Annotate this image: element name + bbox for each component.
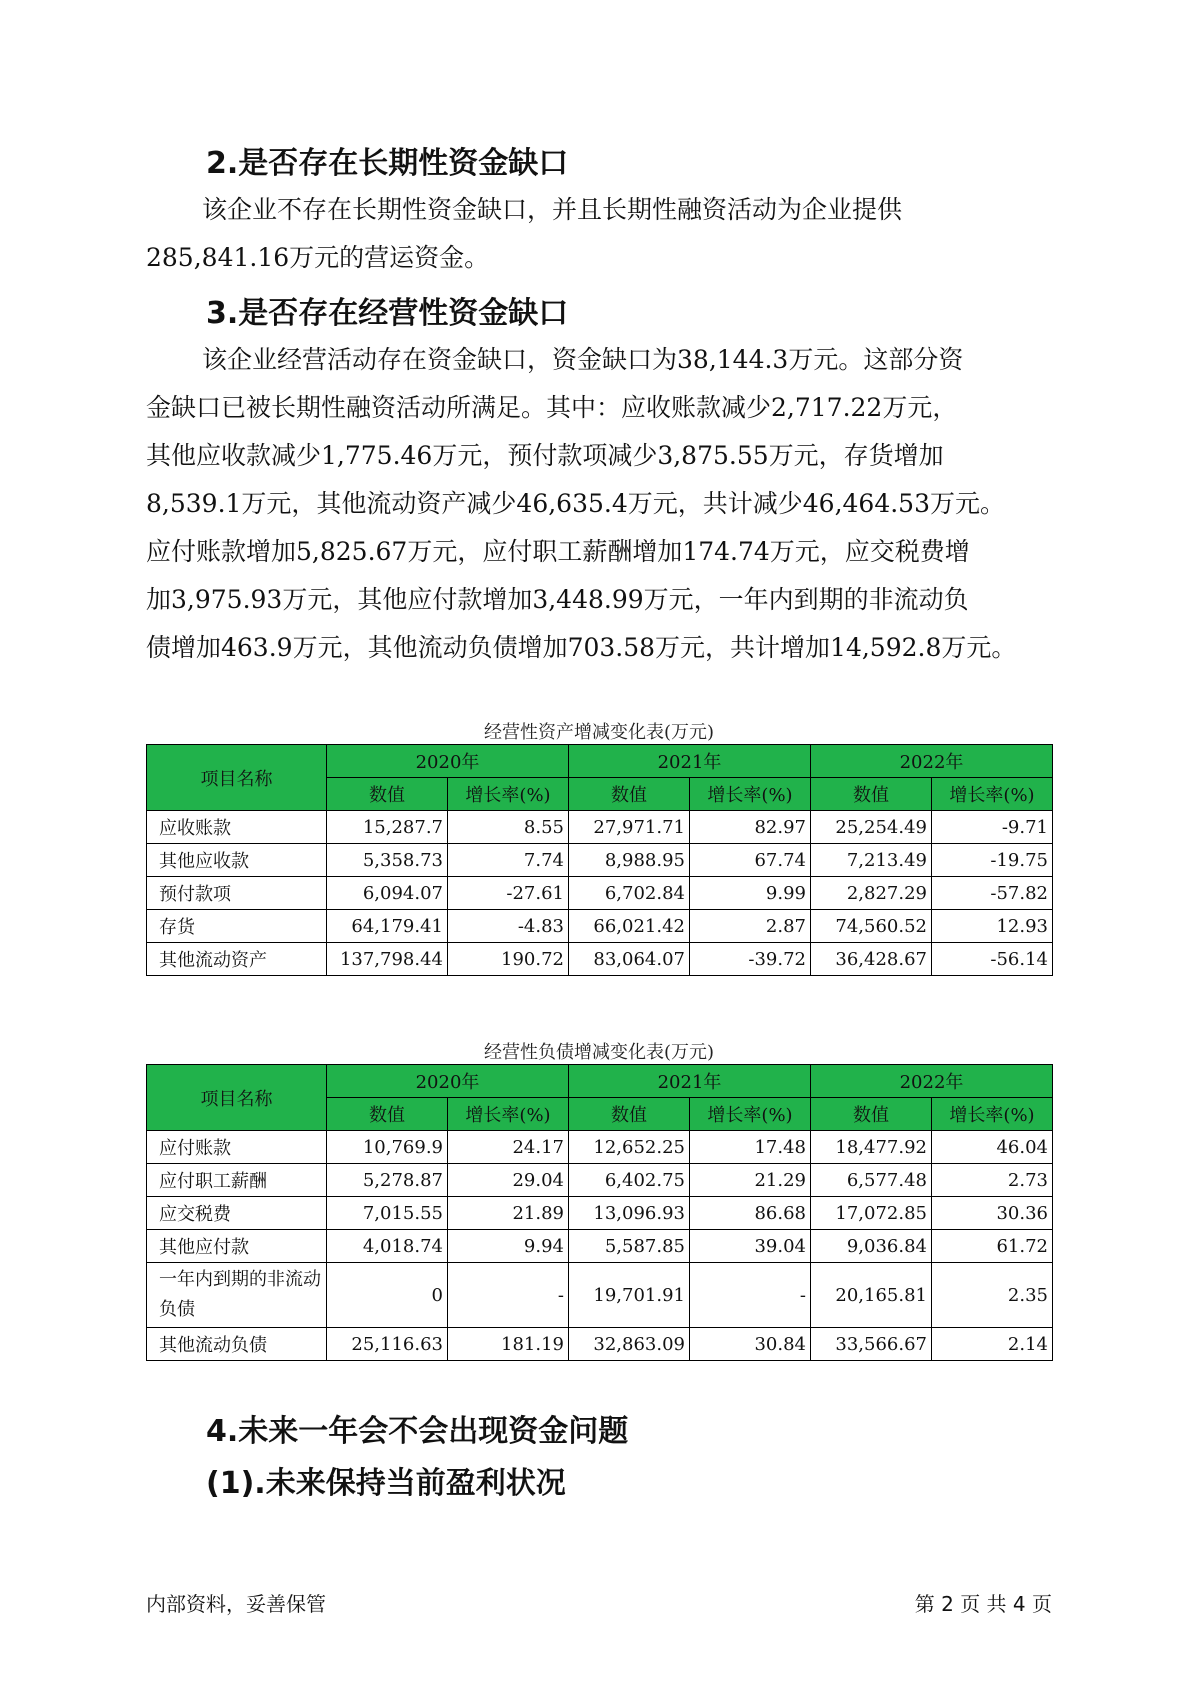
value-header: 数值: [569, 1098, 690, 1131]
growth-rate-cell: 24.17: [448, 1131, 569, 1164]
year-header: 2022年: [811, 745, 1053, 778]
growth-rate-cell: 9.94: [448, 1230, 569, 1263]
growth-rate-cell: -19.75: [932, 844, 1053, 877]
paragraph-line: 285,841.16万元的营运资金。: [146, 243, 490, 272]
item-name-header: 项目名称: [147, 745, 327, 811]
value-cell: 5,358.73: [327, 844, 448, 877]
table-row: [147, 1131, 1053, 1164]
year-header: 2022年: [811, 1065, 1053, 1098]
value-cell: 17,072.85: [811, 1197, 932, 1230]
row-item-name: 其他流动资产: [147, 943, 327, 976]
table-row: [147, 1164, 1053, 1197]
table2-caption: 经营性负债增减变化表(万元): [483, 1042, 715, 1063]
value-cell: 32,863.09: [569, 1328, 690, 1361]
row-item-name: 一年内到期的非流动负债: [147, 1263, 327, 1328]
table1-caption: 经营性资产增减变化表(万元): [483, 722, 715, 743]
growth-rate-cell: -56.14: [932, 943, 1053, 976]
paragraph-line: 加3,975.93万元，其他应付款增加3,448.99万元，一年内到期的非流动负: [146, 585, 969, 614]
table-row: [147, 877, 1053, 910]
growth-rate-cell: 190.72: [448, 943, 569, 976]
table-row: [147, 943, 1053, 976]
growth-rate-cell: 67.74: [690, 844, 811, 877]
value-cell: 25,116.63: [327, 1328, 448, 1361]
value-cell: 4,018.74: [327, 1230, 448, 1263]
growth-rate-cell: -39.72: [690, 943, 811, 976]
growth-rate-cell: -: [448, 1263, 569, 1328]
value-cell: 18,477.92: [811, 1131, 932, 1164]
value-cell: 5,278.87: [327, 1164, 448, 1197]
section2-paragraph: [146, 186, 1046, 282]
table-row: [147, 1197, 1053, 1230]
growth-rate-cell: 12.93: [932, 910, 1053, 943]
section4-heading: 4.未来一年会不会出现资金问题: [206, 1414, 629, 1449]
growth-rate-cell: 21.29: [690, 1164, 811, 1197]
row-item-name: 应交税费: [147, 1197, 327, 1230]
section4-subheading: (1).未来保持当前盈利状况: [206, 1466, 566, 1501]
table-row: [147, 1263, 1053, 1328]
row-item-name: 应收账款: [147, 811, 327, 844]
value-header: 数值: [327, 1098, 448, 1131]
row-item-name: 其他应收款: [147, 844, 327, 877]
value-cell: 64,179.41: [327, 910, 448, 943]
value-cell: 6,094.07: [327, 877, 448, 910]
growth-rate-cell: 82.97: [690, 811, 811, 844]
value-cell: 36,428.67: [811, 943, 932, 976]
value-cell: 137,798.44: [327, 943, 448, 976]
growth-rate-cell: 2.14: [932, 1328, 1053, 1361]
growth-rate-cell: 17.48: [690, 1131, 811, 1164]
value-cell: 13,096.93: [569, 1197, 690, 1230]
assets-table: [146, 744, 1053, 976]
row-item-name: 预付款项: [147, 877, 327, 910]
table-header-row: [147, 1065, 1053, 1098]
growth-header: 增长率(%): [448, 778, 569, 811]
growth-rate-cell: 46.04: [932, 1131, 1053, 1164]
growth-rate-cell: -4.83: [448, 910, 569, 943]
growth-rate-cell: 30.36: [932, 1197, 1053, 1230]
table-row: [147, 811, 1053, 844]
section2-heading: 2.是否存在长期性资金缺口: [206, 146, 569, 181]
paragraph-line: 应付账款增加5,825.67万元，应付职工薪酬增加174.74万元，应交税费增: [146, 537, 970, 566]
row-item-name: 其他应付款: [147, 1230, 327, 1263]
value-cell: 9,036.84: [811, 1230, 932, 1263]
value-cell: 20,165.81: [811, 1263, 932, 1328]
paragraph-line: 8,539.1万元，其他流动资产减少46,635.4万元，共计减少46,464.53万元。: [146, 489, 1005, 518]
section3-paragraph: [146, 336, 1046, 672]
growth-rate-cell: -9.71: [932, 811, 1053, 844]
growth-header: 增长率(%): [448, 1098, 569, 1131]
value-cell: 27,971.71: [569, 811, 690, 844]
growth-rate-cell: 7.74: [448, 844, 569, 877]
value-header: 数值: [569, 778, 690, 811]
growth-header: 增长率(%): [690, 1098, 811, 1131]
value-cell: 7,213.49: [811, 844, 932, 877]
table-row: [147, 910, 1053, 943]
growth-rate-cell: 8.55: [448, 811, 569, 844]
footer-page-number: 第 2 页 共 4 页: [914, 1592, 1052, 1616]
value-cell: 8,988.95: [569, 844, 690, 877]
table-row: [147, 844, 1053, 877]
year-header: 2020年: [327, 1065, 569, 1098]
paragraph-line: 该企业经营活动存在资金缺口，资金缺口为38,144.3万元。这部分资: [202, 345, 964, 374]
row-item-name: 存货: [147, 910, 327, 943]
value-cell: 0: [327, 1263, 448, 1328]
growth-header: 增长率(%): [932, 778, 1053, 811]
growth-rate-cell: 39.04: [690, 1230, 811, 1263]
value-cell: 74,560.52: [811, 910, 932, 943]
value-cell: 83,064.07: [569, 943, 690, 976]
paragraph-line: 该企业不存在长期性资金缺口，并且长期性融资活动为企业提供: [202, 195, 903, 224]
value-header: 数值: [811, 1098, 932, 1131]
footer-confidential: 内部资料，妥善保管: [146, 1592, 326, 1616]
growth-rate-cell: -57.82: [932, 877, 1053, 910]
paragraph-line: 金缺口已被长期性融资活动所满足。其中：应收账款减少2,717.22万元，: [146, 393, 958, 422]
growth-rate-cell: 181.19: [448, 1328, 569, 1361]
growth-rate-cell: 9.99: [690, 877, 811, 910]
year-header: 2021年: [569, 1065, 811, 1098]
growth-header: 增长率(%): [932, 1098, 1053, 1131]
row-item-name: 应付账款: [147, 1131, 327, 1164]
growth-rate-cell: 21.89: [448, 1197, 569, 1230]
growth-rate-cell: 2.87: [690, 910, 811, 943]
value-cell: 19,701.91: [569, 1263, 690, 1328]
growth-rate-cell: 2.35: [932, 1263, 1053, 1328]
item-name-header: 项目名称: [147, 1065, 327, 1131]
table-header-row: [147, 745, 1053, 778]
row-item-name: 其他流动负债: [147, 1328, 327, 1361]
paragraph-line: 债增加463.9万元，其他流动负债增加703.58万元，共计增加14,592.8万元。: [146, 633, 1017, 662]
section3-heading: 3.是否存在经营性资金缺口: [206, 296, 569, 331]
growth-rate-cell: -: [690, 1263, 811, 1328]
value-cell: 5,587.85: [569, 1230, 690, 1263]
value-cell: 15,287.7: [327, 811, 448, 844]
row-item-name: 应付职工薪酬: [147, 1164, 327, 1197]
table-row: [147, 1328, 1053, 1361]
value-cell: 25,254.49: [811, 811, 932, 844]
year-header: 2020年: [327, 745, 569, 778]
value-cell: 12,652.25: [569, 1131, 690, 1164]
value-cell: 10,769.9: [327, 1131, 448, 1164]
value-header: 数值: [327, 778, 448, 811]
table-row: [147, 1230, 1053, 1263]
liabilities-table: [146, 1064, 1053, 1361]
value-cell: 6,577.48: [811, 1164, 932, 1197]
growth-rate-cell: 30.84: [690, 1328, 811, 1361]
growth-rate-cell: -27.61: [448, 877, 569, 910]
growth-rate-cell: 86.68: [690, 1197, 811, 1230]
year-header: 2021年: [569, 745, 811, 778]
growth-rate-cell: 29.04: [448, 1164, 569, 1197]
value-cell: 6,702.84: [569, 877, 690, 910]
value-cell: 7,015.55: [327, 1197, 448, 1230]
value-cell: 2,827.29: [811, 877, 932, 910]
growth-header: 增长率(%): [690, 778, 811, 811]
growth-rate-cell: 61.72: [932, 1230, 1053, 1263]
paragraph-line: 其他应收款减少1,775.46万元，预付款项减少3,875.55万元，存货增加: [146, 441, 944, 470]
value-cell: 33,566.67: [811, 1328, 932, 1361]
value-cell: 6,402.75: [569, 1164, 690, 1197]
value-header: 数值: [811, 778, 932, 811]
growth-rate-cell: 2.73: [932, 1164, 1053, 1197]
value-cell: 66,021.42: [569, 910, 690, 943]
